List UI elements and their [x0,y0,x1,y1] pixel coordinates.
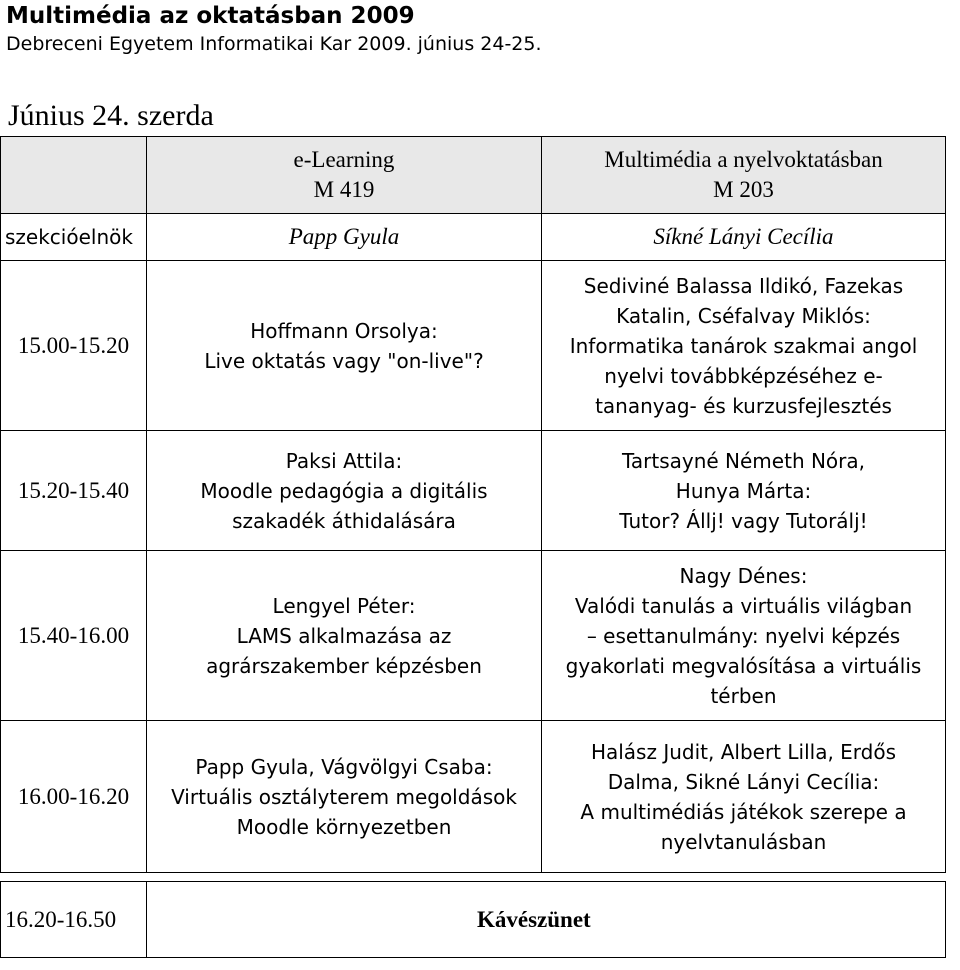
programme-table [0,136,946,958]
separator-row [1,873,946,882]
break-row [1,882,946,958]
talk-line: Moodle pedagógia a digitális [200,478,488,503]
slot-row [1,721,946,873]
talk-line: Virtuális osztályterem megoldások [171,784,517,809]
talk-line: szakadék áthidalására [232,508,456,533]
talk-line: A multimédiás játékok szerepe a [580,799,907,824]
talk-line: Informatika tanárok szakmai angol [569,333,918,358]
talk-line: gyakorlati megvalósítása a virtuális [565,653,922,678]
day-heading: Június 24. szerda [8,99,214,132]
talk-line: Katalin, Cséfalvay Miklós: [616,303,871,328]
talk-line: Dalma, Sikné Lányi Cecília: [607,769,880,794]
slot-talk-right [542,431,946,551]
separator-cell [147,873,542,882]
chair-elearning: Papp Gyula [147,214,542,261]
talk-line: Papp Gyula, Vágvölgyi Csaba: [195,754,493,779]
slot-talk-right [542,261,946,431]
slot-talk-right [542,721,946,873]
slot-time: 16.00-16.20 [1,721,147,873]
talk-line: nyelvi továbbképzéséhez e- [604,363,883,388]
talk-line: Valódi tanulás a virtuális világban [574,593,913,618]
chair-row [1,214,946,261]
talk-line: nyelvtanulásban [660,829,827,854]
section-name: e-Learning [293,147,395,172]
section-header-language [542,137,946,214]
section-header-row [1,137,946,214]
talk-line: Nagy Dénes: [679,563,808,588]
talk-line: térben [710,683,777,708]
slot-talk-left [147,551,542,721]
talk-line: Lengyel Péter: [272,593,416,618]
slot-time: 15.00-15.20 [1,261,147,431]
slot-row [1,261,946,431]
break-label-text: Kávészünet [477,906,591,932]
talk-line: Hoffmann Orsolya: [250,318,438,343]
separator-cell [542,873,946,882]
slot-talk-left [147,261,542,431]
break-time: 16.20-16.50 [1,882,147,958]
slot-talk-left [147,721,542,873]
talk-line: Halász Judit, Albert Lilla, Erdős [590,739,897,764]
talk-line: Tartsayné Németh Nóra, [621,448,866,473]
talk-line: Tutor? Állj! vagy Tutorálj! [619,508,868,533]
slot-talk-left [147,431,542,551]
chair-label: szekcióelnök [1,214,147,261]
event-title: Multimédia az oktatásban 2009 [6,3,415,29]
section-name: Multimédia a nyelvoktatásban [604,147,883,172]
slot-time: 15.20-15.40 [1,431,147,551]
talk-line: Paksi Attila: [285,448,403,473]
event-subtitle: Debreceni Egyetem Informatikai Kar 2009. június 24-25. [6,33,542,55]
section-room: M 203 [713,177,774,202]
slot-time: 15.40-16.00 [1,551,147,721]
talk-line: LAMS alkalmazása az [236,623,452,648]
blank-header-cell [1,137,147,214]
talk-line: Hunya Márta: [675,478,812,503]
section-header-elearning [147,137,542,214]
talk-line: tananyag- és kurzusfejlesztés [595,393,892,418]
break-label [147,882,946,958]
slot-row [1,431,946,551]
slot-talk-right [542,551,946,721]
talk-line: – esettanulmány: nyelvi képzés [586,623,901,648]
chair-language: Síkné Lányi Cecília [542,214,946,261]
talk-line: Sediviné Balassa Ildikó, Fazekas [583,273,904,298]
separator-cell [1,873,147,882]
section-room: M 419 [313,177,375,202]
talk-line: Live oktatás vagy "on-live"? [204,348,484,373]
talk-line: Moodle környezetben [236,814,452,839]
talk-line: agrárszakember képzésben [206,653,482,678]
slot-row [1,551,946,721]
